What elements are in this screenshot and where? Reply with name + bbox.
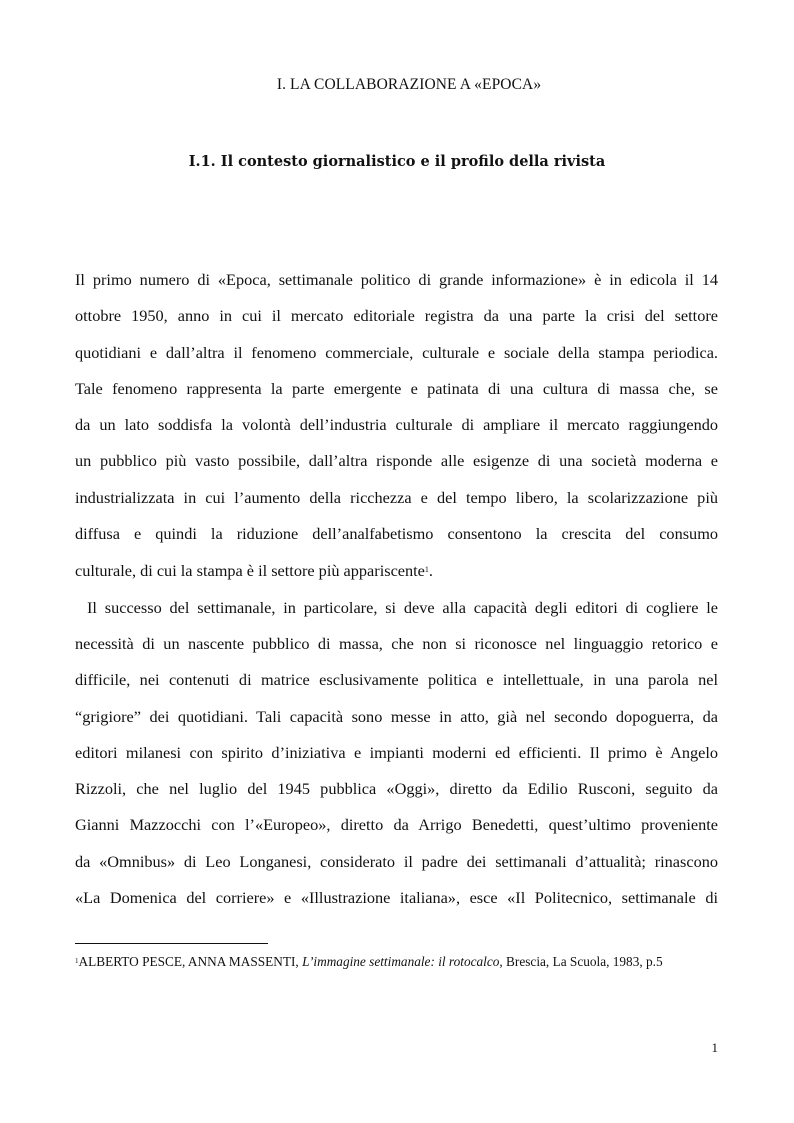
text-line-content: culturale, di cui la stampa è il settore più appariscente bbox=[75, 561, 425, 581]
footnote bbox=[75, 954, 735, 970]
section-title: I.1. Il contesto giornalistico e il profilo della rivista bbox=[188, 153, 606, 170]
text-line: da «Omnibus» di Leo Longanesi, considerato il padre dei settimanali d’attualità; rinascono bbox=[75, 851, 718, 871]
text-line: difficile, nei contenuti di matrice esclusivamente politica e intellettuale, in una parola nel bbox=[75, 670, 718, 690]
text-line bbox=[75, 552, 718, 589]
text-line: industrializzata in cui l’aumento della ricchezza e del tempo libero, la scolarizzazione più bbox=[75, 487, 718, 507]
page-number: 1 bbox=[711, 1040, 718, 1055]
text-line: necessità di un nascente pubblico di massa, che non si riconosce nel linguaggio retorico e bbox=[75, 633, 718, 653]
text-line: editori milanesi con spirito d’iniziativa e impianti moderni ed efficienti. Il primo è Angelo bbox=[75, 742, 718, 762]
footnote-publication: , Brescia, La Scuola, 1983, p.5 bbox=[499, 954, 663, 969]
text-line: «La Domenica del corriere» e «Illustrazione italiana», esce «Il Politecnico, settimanale di bbox=[75, 888, 718, 908]
text-line: Tale fenomeno rappresenta la parte emergente e patinata di una cultura di massa che, se bbox=[75, 378, 718, 398]
paragraph bbox=[75, 590, 718, 917]
text-line: diffusa e quindi la riduzione dell’analfabetismo consentono la crescita del consumo bbox=[75, 524, 718, 544]
text-line: da un lato soddisfa la volontà dell’industria culturale di ampliare il mercato raggiungendo bbox=[75, 415, 718, 435]
text-line: un pubblico più vasto possibile, dall’altra risponde alle esigenze di una società moderna e bbox=[75, 451, 718, 471]
sentence-end: . bbox=[428, 561, 433, 581]
footnote-marker: 1 bbox=[75, 957, 79, 965]
text-line: Il successo del settimanale, in particolare, si deve alla capacità degli editori di cogliere le bbox=[87, 597, 718, 617]
footnote-title: L’immagine settimanale: il rotocalco bbox=[302, 954, 500, 969]
text-line: Il primo numero di «Epoca, settimanale politico di grande informazione» è in edicola il 14 bbox=[75, 270, 718, 289]
text-line: “grigiore” dei quotidiani. Tali capacità sono messe in atto, già nel secondo dopoguerra, da bbox=[75, 706, 718, 726]
footnote-separator bbox=[75, 943, 268, 944]
text-line: Gianni Mazzocchi con l’«Europeo», diretto da Arrigo Benedetti, quest’ultimo proveniente bbox=[75, 815, 718, 835]
paragraph bbox=[75, 262, 718, 590]
chapter-title: I. LA COLLABORAZIONE A «EPOCA» bbox=[276, 76, 542, 93]
text-line: quotidiani e dall’altra il fenomeno commerciale, culturale e sociale della stampa periodica. bbox=[75, 342, 718, 362]
text-line: Rizzoli, che nel luglio del 1945 pubblica «Oggi», diretto da Edilio Rusconi, seguito da bbox=[75, 779, 718, 799]
text-line: ottobre 1950, anno in cui il mercato editoriale registra da una parte la crisi del settore bbox=[75, 306, 718, 326]
footnote-authors: ALBERTO PESCE, ANNA MASSENTI, bbox=[78, 954, 303, 969]
footnote-reference[interactable]: 1 bbox=[424, 565, 429, 575]
body-text bbox=[75, 262, 718, 916]
